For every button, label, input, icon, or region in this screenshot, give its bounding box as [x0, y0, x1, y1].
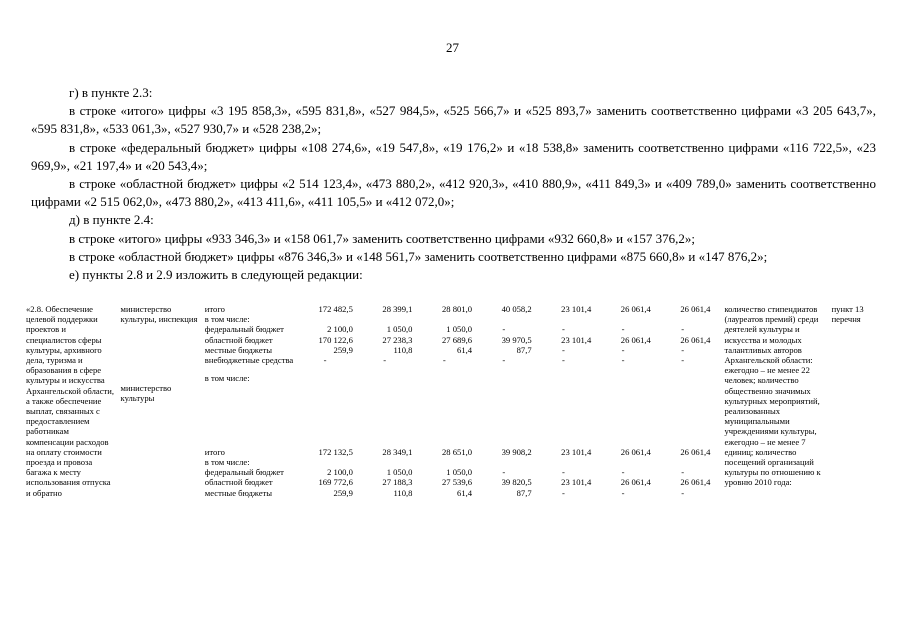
value-cell: - [562, 324, 565, 335]
executor-cell: министерство культуры, инспекция [120, 304, 198, 325]
value-cell: - [562, 355, 565, 366]
executor-cell [119, 373, 203, 498]
value-cell: - [681, 344, 685, 355]
value-cell: 23 101,4 [561, 304, 592, 314]
paragraph-federal-row: в строке «федеральный бюджет» цифры «108 274,6», «19 547,8», «19 176,2» и «18 538,8» заменить соответственно цифрами «116 722,5», «23 969,9», «21 197,4» и «20 543,4»; [31, 139, 876, 173]
value-cell: 61,4 [457, 487, 473, 498]
paragraph-item-g: г) в пункте 2.3: [69, 85, 153, 100]
value-cell: - [681, 487, 685, 498]
value-cell: 39 908,2 [501, 446, 532, 457]
value-cell: 87,7 [516, 344, 532, 355]
value-cell: 26 061,4 [680, 477, 711, 488]
value-cell: 170 122,6 [318, 334, 353, 345]
value-cell: - [562, 344, 565, 355]
executor-label: министерство культуры [120, 383, 172, 404]
value-cell: 40 058,2 [501, 304, 532, 314]
value-cell: - [681, 355, 685, 366]
value-cell: 172 132,5 [318, 446, 353, 457]
value-cell: 27 238,3 [382, 334, 413, 345]
amendment-text [31, 84, 876, 284]
value-cell: 1 050,0 [386, 324, 413, 335]
source-cell: областной бюджет [204, 334, 273, 345]
indicator-cell: количество стипендиатов (лауреатов премий) среди деятелей культуры и искусства и молодых талантливых авторов Архангельской области: ежегодно – не менее 22 человек; количество общественно значимых культурных мероприятий, реализованных муниципальными учреждениями культуры, ежегодно – не менее 7 единиц; количество посещений организаций культуры по отношению к уровню 2010 года: [724, 304, 821, 488]
source-cell: в том числе: [204, 373, 250, 384]
source-cell: итого [204, 304, 225, 314]
value-cell: - [562, 467, 565, 478]
value-cell: 39 970,5 [501, 334, 532, 345]
value-cell: - [383, 355, 387, 366]
value-cell: - [323, 355, 327, 366]
value-cell: 110,8 [393, 344, 413, 355]
source-cell: внебюджетные средства [204, 355, 294, 366]
table-row [24, 304, 879, 314]
source-cell: местные бюджеты [204, 344, 273, 355]
paragraph-regional-row: в строке «областной бюджет» цифры «2 514 123,4», «473 880,2», «412 920,3», «410 880,9», «411 849,3» и «409 789,0» заменить соответственно цифрами «2 515 062,0», «473 880,2», «413 411,6», «411 105,5» и «412 072,0»; [31, 176, 876, 210]
value-cell: - [562, 487, 565, 498]
paragraph-item-e: е) пункты 2.8 и 2.9 изложить в следующей редакции: [69, 267, 363, 283]
value-cell: 28 399,1 [382, 304, 413, 314]
value-cell: - [621, 344, 625, 355]
source-cell: местные бюджеты [204, 487, 273, 498]
value-cell: 1 050,0 [386, 467, 413, 478]
value-cell: 2 100,0 [327, 467, 353, 478]
paragraph-item-d: д) в пункте 2.4: [69, 212, 154, 228]
value-cell: 2 100,0 [327, 324, 353, 335]
value-cell: - [502, 324, 506, 335]
reference-cell: пункт 13 перечня [831, 304, 864, 325]
table-block-1 [24, 304, 879, 498]
value-cell: 1 050,0 [446, 467, 473, 478]
value-cell: 259,9 [333, 487, 353, 498]
source-cell: в том числе: [204, 457, 250, 468]
value-cell: 1 050,0 [446, 324, 473, 335]
value-cell: 26 061,4 [680, 334, 711, 345]
source-cell: областной бюджет [204, 477, 273, 488]
value-cell: - [621, 487, 625, 498]
value-cell: 23 101,4 [561, 446, 592, 457]
value-cell: - [621, 355, 625, 366]
value-cell: 26 061,4 [620, 304, 651, 314]
value-cell: 28 801,0 [441, 304, 473, 314]
value-cell: - [681, 324, 685, 335]
value-cell: 27 689,6 [441, 334, 473, 345]
paragraph-total-row: в строке «итого» цифры «3 195 858,3», «595 831,8», «527 984,5», «525 566,7» и «525 893,7» заменить соответственно цифрами «3 205 643,7», «595 831,8», «533 061,3», «527 930,7» и «528 238,2»; [31, 103, 876, 137]
value-cell: 26 061,4 [680, 304, 711, 314]
source-cell: в том числе: [204, 314, 250, 325]
measure-description: «2.8. Обеспечение целевой поддержки проектов и специалистов сферы культуры, архивного дела, туризма и образования в сфере культуры и искусства Архангельской области, а также обеспечение выплат, связанных с предоставлением работникам компенсации расходов на оплату стоимости проезда и провоза багажа к месту использования отпуска и обратно [26, 304, 115, 498]
value-cell: 27 188,3 [382, 477, 413, 488]
paragraph-total-row-2-4: в строке «итого» цифры «933 346,3» и «158 061,7» заменить соответственно цифрами «932 660,8» и «157 376,2»; [69, 230, 695, 246]
value-cell: 110,8 [393, 487, 413, 498]
source-cell: федеральный бюджет [204, 467, 284, 478]
value-cell: 259,9 [333, 344, 353, 355]
value-cell: 87,7 [516, 487, 532, 498]
program-table [24, 304, 879, 498]
value-cell: 27 539,6 [441, 477, 473, 488]
value-cell: 28 349,1 [382, 446, 413, 457]
source-cell: федеральный бюджет [204, 324, 284, 335]
value-cell: 61,4 [457, 344, 473, 355]
value-cell: 39 820,5 [501, 477, 532, 488]
page-number: 27 [446, 40, 459, 55]
value-cell: 172 482,5 [318, 304, 353, 314]
value-cell: 26 061,4 [680, 446, 711, 457]
value-cell: 23 101,4 [561, 477, 592, 488]
value-cell: - [621, 324, 625, 335]
value-cell: 28 651,0 [441, 446, 473, 457]
value-cell: - [681, 467, 685, 478]
value-cell: 26 061,4 [620, 446, 651, 457]
value-cell: - [502, 467, 506, 478]
value-cell: 169 772,6 [318, 477, 353, 488]
value-cell: 23 101,4 [561, 334, 592, 345]
value-cell: - [442, 355, 446, 366]
value-cell: - [502, 355, 506, 366]
paragraph-regional-row-2-4: в строке «областной бюджет» цифры «876 346,3» и «148 561,7» заменить соответственно цифрами «875 660,8» и «147 876,2»; [69, 248, 768, 264]
value-cell: - [621, 467, 625, 478]
source-cell: итого [204, 446, 225, 457]
value-cell: 26 061,4 [620, 334, 651, 345]
value-cell: 26 061,4 [620, 477, 651, 488]
